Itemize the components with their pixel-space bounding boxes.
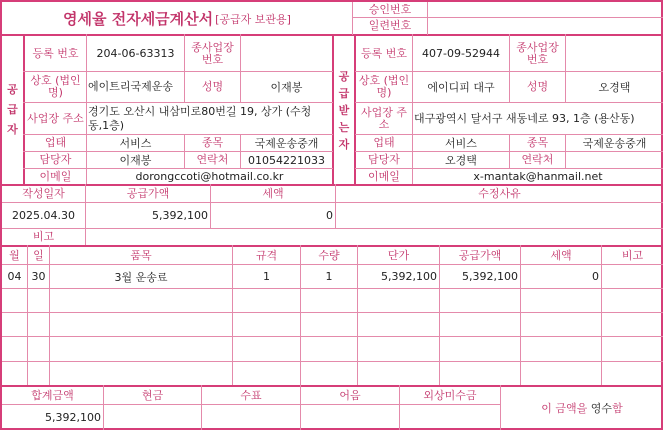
credit-value <box>400 405 500 430</box>
tax-total-value: 0 <box>326 209 333 222</box>
side-char: 급 <box>338 86 350 100</box>
side-char: 자 <box>338 137 350 151</box>
buyer-addr-value: 대구광역시 달서구 새동네로 93, 1층 (용산동) <box>414 111 635 125</box>
note-value <box>301 405 399 430</box>
serial-value <box>428 18 663 34</box>
row-tax: 0 <box>592 270 599 283</box>
buyer-email-label: 이메일 <box>368 169 400 183</box>
col-supply-header: 공급가액 <box>458 248 502 262</box>
buyer-email-value: x-mantak@hanmail.net <box>473 170 603 183</box>
supplier-item-label: 종목 <box>201 136 224 149</box>
buyer-type-label: 업태 <box>373 136 395 149</box>
statement-prefix: 이 금액을 <box>541 401 591 415</box>
buyer-item-label: 종목 <box>526 136 549 149</box>
buyer-item-value: 국제운송중개 <box>582 137 647 150</box>
col-spec-header: 규격 <box>255 248 278 262</box>
reason-label: 수정사유 <box>478 187 521 200</box>
grid-line <box>2 312 663 313</box>
row-note <box>602 265 663 288</box>
supplier-name-value: 에이트리국제운송 <box>88 80 174 93</box>
buyer-side-label <box>334 36 354 184</box>
buyer-name-value: 에이디피 대구 <box>427 81 495 94</box>
cash-value <box>104 405 201 430</box>
check-label: 수표 <box>240 388 262 402</box>
col-note-header: 비고 <box>621 248 644 262</box>
date-label: 작성일자 <box>22 187 65 200</box>
title-text: 영세율 전자세금계산서 <box>63 10 214 28</box>
buyer-contact-label: 연락처 <box>521 153 554 166</box>
cash-label: 현금 <box>141 388 164 402</box>
statement-suffix: 함 <box>612 401 623 415</box>
buyer-branch-label: 종사업장 번호 <box>516 40 559 66</box>
col-item-header: 품목 <box>130 248 152 262</box>
buyer-ceo-label: 성명 <box>526 80 549 93</box>
credit-label: 외상미수금 <box>423 388 477 402</box>
tax-total-label: 세액 <box>262 187 284 200</box>
reason-value <box>336 203 663 228</box>
row-unit-price: 5,392,100 <box>381 270 437 283</box>
supplier-side-label <box>2 36 23 184</box>
supplier-branch-label: 종사업장 번호 <box>191 40 234 66</box>
supply-total-value: 5,392,100 <box>152 209 208 222</box>
col-day-header: 일 <box>33 248 44 262</box>
supplier-email-label: 이메일 <box>39 169 72 183</box>
buyer-name-label: 상호 (법인명) <box>358 74 410 99</box>
total-label: 합계금액 <box>31 388 74 402</box>
buyer-ceo-value: 오경택 <box>598 81 631 94</box>
remark-label: 비고 <box>32 230 55 243</box>
buyer-addr-label: 사업장 주소 <box>360 105 407 131</box>
side-char: 자 <box>7 123 18 136</box>
supplier-reg-label: 등록 번호 <box>32 46 79 60</box>
check-value <box>202 405 300 430</box>
row-item-name: 3월 운송료 <box>114 270 168 284</box>
grid-line <box>2 361 663 362</box>
supplier-email-value: dorongccoti@hotmail.co.kr <box>135 170 284 183</box>
supplier-ceo-value: 이재봉 <box>270 81 303 94</box>
buyer-manager-label: 담당자 <box>368 153 400 166</box>
side-char: 는 <box>338 120 350 134</box>
supplier-manager-value: 이재봉 <box>119 154 152 167</box>
supplier-contact-value: 01054221033 <box>248 153 325 167</box>
buyer-manager-value: 오경택 <box>445 154 477 167</box>
supplier-item-value: 국제운송중개 <box>254 137 319 150</box>
buyer-contact-value <box>566 152 663 168</box>
col-qty-header: 수량 <box>318 248 340 262</box>
receipt-statement <box>501 387 663 430</box>
supplier-type-label: 업태 <box>44 136 67 149</box>
row-day: 30 <box>31 270 46 283</box>
side-char: 받 <box>338 103 350 117</box>
supply-total-label: 공급가액 <box>126 187 170 200</box>
side-char: 공 <box>7 83 18 96</box>
supplier-addr-label: 사업장 주소 <box>27 111 84 125</box>
supplier-contact-label: 연락처 <box>196 153 229 166</box>
supplier-type-value: 서비스 <box>119 137 152 150</box>
col-month-header: 월 <box>9 248 20 262</box>
col-tax-header: 세액 <box>550 248 572 262</box>
grid-line <box>2 288 663 289</box>
supplier-manager-label: 담당자 <box>39 153 72 166</box>
note-label: 어음 <box>339 388 361 402</box>
side-char: 급 <box>7 103 18 116</box>
buyer-branch-value <box>566 36 663 71</box>
row-month: 04 <box>7 270 22 283</box>
buyer-reg-label: 등록 번호 <box>360 46 407 60</box>
supplier-addr-value: 경기도 오산시 내삼미로80번길 19, 상가 (수청동,1층) <box>88 104 312 132</box>
serial-label: 일련번호 <box>368 19 412 32</box>
statement-mark: 영수 <box>590 401 613 415</box>
remark-value <box>86 229 663 245</box>
supplier-name-label: 상호 (법인명) <box>30 74 81 99</box>
supplier-branch-value <box>241 36 332 71</box>
col-unit-header: 단가 <box>387 248 410 262</box>
row-qty: 1 <box>325 270 333 283</box>
row-supply: 5,392,100 <box>462 270 518 283</box>
supplier-reg-value: 204-06-63313 <box>96 47 175 60</box>
total-value: 5,392,100 <box>45 411 101 424</box>
invoice-title <box>2 2 352 35</box>
buyer-type-value: 서비스 <box>445 137 477 150</box>
supplier-ceo-label: 성명 <box>201 80 224 93</box>
date-value: 2025.04.30 <box>12 209 75 222</box>
row-spec: 1 <box>263 270 270 283</box>
grid-line <box>2 336 663 337</box>
buyer-reg-value: 407-09-52944 <box>422 47 500 60</box>
side-char: 공 <box>338 69 350 83</box>
title-copy-type: [공급자 보관용] <box>215 12 291 26</box>
approval-value <box>428 2 663 17</box>
approval-label: 승인번호 <box>368 2 412 16</box>
